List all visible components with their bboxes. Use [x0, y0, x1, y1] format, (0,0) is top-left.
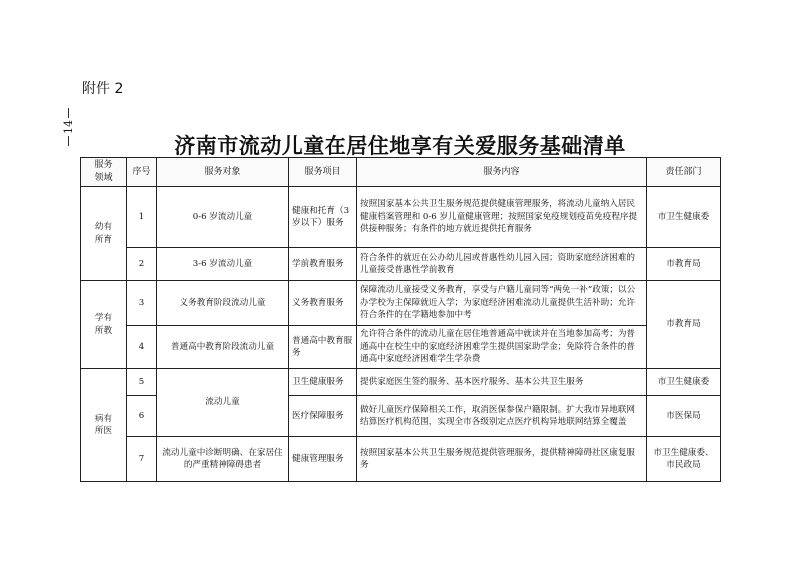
table-row: [81, 187, 721, 248]
seq-cell: 7: [127, 437, 157, 482]
dept-cell: 市卫生健康委: [647, 187, 721, 248]
header-area: 服务 领域: [81, 158, 127, 187]
dept-cell: 市教育局: [647, 248, 721, 281]
target-cell: 义务教育阶段流动儿童: [157, 281, 289, 326]
item-cell: 医疗保障服务: [289, 396, 357, 437]
page-number-dash-bottom: [68, 136, 69, 146]
table-header-row: [81, 158, 721, 187]
service-list-table: [80, 157, 721, 482]
seq-cell: 2: [127, 248, 157, 281]
table-row: [81, 369, 721, 396]
header-content: 服务内容: [357, 158, 647, 187]
page-number-dash-top: [68, 108, 69, 118]
seq-cell: 1: [127, 187, 157, 248]
content-cell: 做好儿童医疗保障相关工作，取消医保参保户籍限制。扩大我市异地联网结算医疗机构范围，实现全市各级别定点医疗机构异地联网结算全覆盖: [357, 396, 647, 437]
item-cell: 普通高中教育服务: [289, 326, 357, 369]
seq-cell: 6: [127, 396, 157, 437]
item-cell: 义务教育服务: [289, 281, 357, 326]
item-cell: 学前教育服务: [289, 248, 357, 281]
item-cell: 卫生健康服务: [289, 369, 357, 396]
table-row: [81, 281, 721, 326]
item-cell: 健康和托育（3 岁以下）服务: [289, 187, 357, 248]
table-row: [81, 437, 721, 482]
target-cell: 3-6 岁流动儿童: [157, 248, 289, 281]
content-cell: 符合条件的就近在公办幼儿园或普惠性幼儿园入园；资助家庭经济困难的儿童接受普惠性学前教育: [357, 248, 647, 281]
content-cell: 提供家庭医生签约服务、基本医疗服务、基本公共卫生服务: [357, 369, 647, 396]
attachment-label: 附件 2: [82, 81, 124, 97]
header-dept: 责任部门: [647, 158, 721, 187]
seq-cell: 4: [127, 326, 157, 369]
content-cell: 按照国家基本公共卫生服务规范提供管理服务，提供精神障碍社区康复服务: [357, 437, 647, 482]
seq-cell: 3: [127, 281, 157, 326]
target-cell: 流动儿童: [157, 369, 289, 437]
target-cell: 0-6 岁流动儿童: [157, 187, 289, 248]
dept-cell: 市医保局: [647, 396, 721, 437]
page-number: [58, 108, 78, 154]
target-cell: 普通高中教育阶段流动儿童: [157, 326, 289, 369]
table-row: [81, 248, 721, 281]
content-cell: 允许符合条件的流动儿童在居住地普通高中就读并在当地参加高考；为普通高中在校生中的家庭经济困难学生提供国家助学金；免除符合条件的普通高中家庭经济困难学生学杂费: [357, 326, 647, 369]
area-cell: 学有 所教: [81, 281, 127, 369]
content-cell: 按照国家基本公共卫生服务规范提供健康管理服务，将流动儿童纳入居民健康档案管理和 0-6 岁儿童健康管理；按照国家免疫规划疫苗免疫程序提供接种服务；有条件的地方就近提供托育服务: [357, 187, 647, 248]
item-cell: 健康管理服务: [289, 437, 357, 482]
dept-cell: 市卫生健康委: [647, 369, 721, 396]
area-cell: 幼有 所育: [81, 187, 127, 281]
area-cell: 病有 所医: [81, 369, 127, 482]
document-title: 济南市流动儿童在居住地享有关爱服务基础清单: [174, 133, 626, 158]
dept-cell: 市教育局: [647, 281, 721, 369]
header-seq: 序号: [127, 158, 157, 187]
table-row: [81, 326, 721, 369]
header-target: 服务对象: [157, 158, 289, 187]
dept-cell: 市卫生健康委、市民政局: [647, 437, 721, 482]
header-item: 服务项目: [289, 158, 357, 187]
target-cell: 流动儿童中诊断明确、在家居住的严重精神障碍患者: [157, 437, 289, 482]
seq-cell: 5: [127, 369, 157, 396]
content-cell: 保障流动儿童接受义务教育，享受与户籍儿童同等“两免一补”政策；以公办学校为主保障就近入学；为家庭经济困难流动儿童提供生活补助；允许符合条件的在学籍地参加中考: [357, 281, 647, 326]
page-number-text: 14: [61, 120, 75, 134]
